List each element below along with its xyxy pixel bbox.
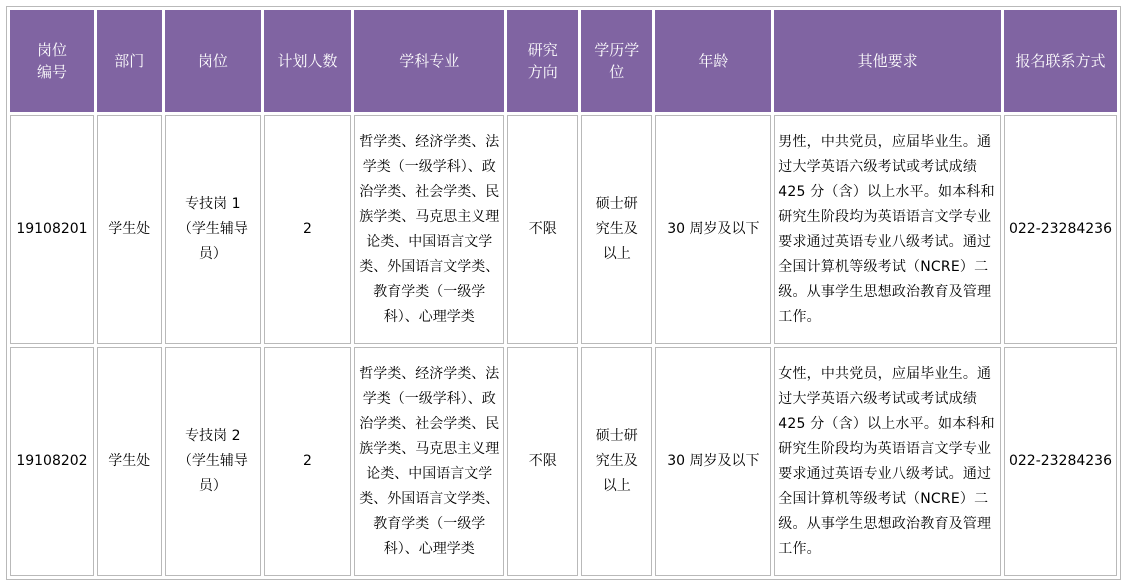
cell-age: 30 周岁及以下 xyxy=(655,347,771,576)
header-contact: 报名联系方式 xyxy=(1004,10,1117,112)
table-row xyxy=(10,115,1117,344)
cell-count: 2 xyxy=(264,115,351,344)
cell-degree: 硕士研究生及以上 xyxy=(581,347,652,576)
cell-code: 19108202 xyxy=(10,347,94,576)
header-requirements: 其他要求 xyxy=(774,10,1001,112)
cell-contact: 022-23284236 xyxy=(1004,347,1117,576)
header-department: 部门 xyxy=(97,10,162,112)
header-code: 岗位编号 xyxy=(10,10,94,112)
cell-department: 学生处 xyxy=(97,115,162,344)
table-row xyxy=(10,347,1117,576)
cell-department: 学生处 xyxy=(97,347,162,576)
cell-age: 30 周岁及以下 xyxy=(655,115,771,344)
header-age: 年龄 xyxy=(655,10,771,112)
header-count: 计划人数 xyxy=(264,10,351,112)
header-degree: 学历学位 xyxy=(581,10,652,112)
header-position: 岗位 xyxy=(165,10,261,112)
header-research: 研究方向 xyxy=(507,10,578,112)
cell-position: 专技岗 2（学生辅导员） xyxy=(165,347,261,576)
cell-code: 19108201 xyxy=(10,115,94,344)
cell-degree: 硕士研究生及以上 xyxy=(581,115,652,344)
cell-requirements: 女性，中共党员，应届毕业生。通过大学英语六级考试或考试成绩 425 分（含）以上水平。如本科和研究生阶段均为英语语言文学专业要求通过英语专业八级考试。通过全国计算机等级考试（NCRE）二级。从事学生思想政治教育及管理工作。 xyxy=(774,347,1001,576)
header-row xyxy=(10,10,1117,112)
cell-major: 哲学类、经济学类、法学类（一级学科）、政治学类、社会学类、民族学类、马克思主义理论类、中国语言文学类、外国语言文学类、教育学类（一级学科）、心理学类 xyxy=(354,115,504,344)
header-major: 学科专业 xyxy=(354,10,504,112)
cell-research: 不限 xyxy=(507,115,578,344)
job-table-container xyxy=(6,6,1121,580)
job-table xyxy=(6,6,1121,580)
cell-count: 2 xyxy=(264,347,351,576)
cell-position: 专技岗 1（学生辅导员） xyxy=(165,115,261,344)
cell-contact: 022-23284236 xyxy=(1004,115,1117,344)
cell-major: 哲学类、经济学类、法学类（一级学科）、政治学类、社会学类、民族学类、马克思主义理论类、中国语言文学类、外国语言文学类、教育学类（一级学科）、心理学类 xyxy=(354,347,504,576)
cell-research: 不限 xyxy=(507,347,578,576)
cell-requirements: 男性，中共党员，应届毕业生。通过大学英语六级考试或考试成绩 425 分（含）以上水平。如本科和研究生阶段均为英语语言文学专业要求通过英语专业八级考试。通过全国计算机等级考试（NCRE）二级。从事学生思想政治教育及管理工作。 xyxy=(774,115,1001,344)
